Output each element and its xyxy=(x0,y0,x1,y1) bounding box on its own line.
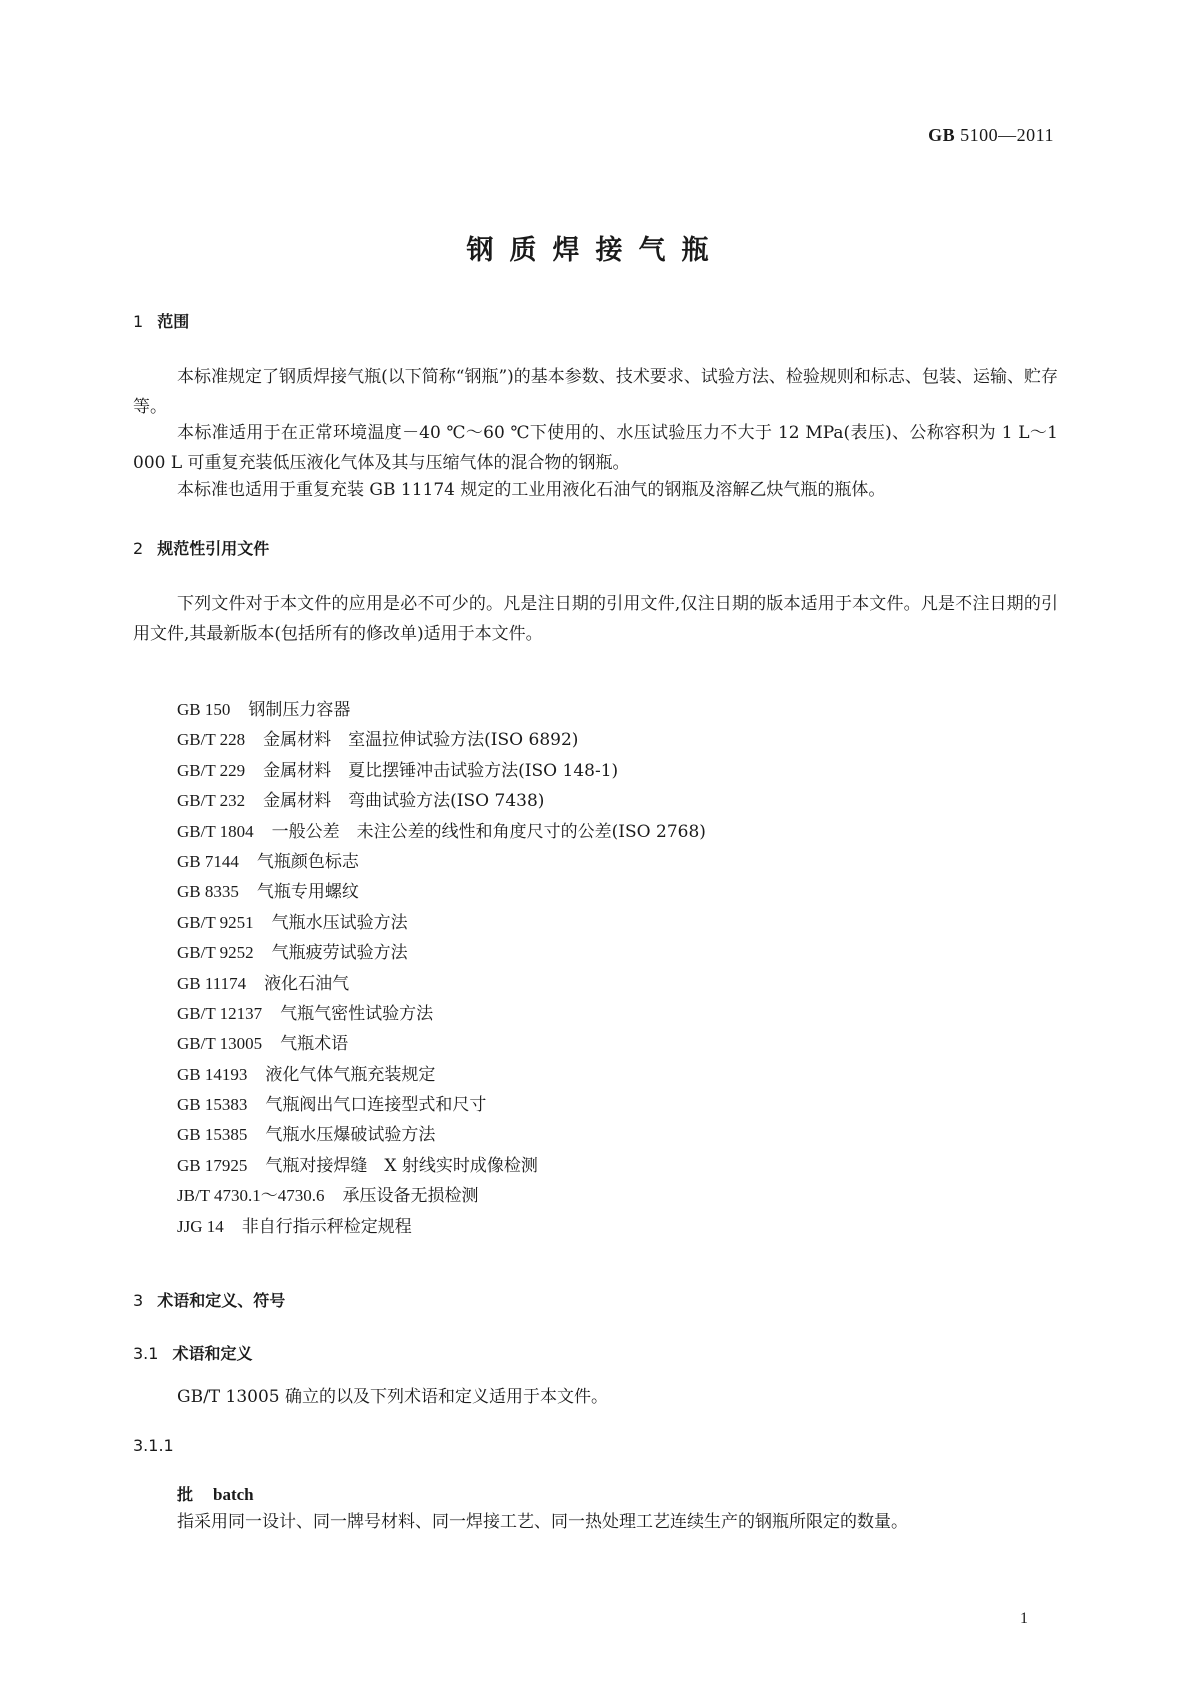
subsection-title: 术语和定义 xyxy=(172,1344,253,1363)
subsection-number: 3.1 xyxy=(133,1344,159,1363)
paragraph: 本标准也适用于重复充装 GB 11174 规定的工业用液化石油气的钢瓶及溶解乙炔气瓶的瓶体。 xyxy=(177,480,886,500)
reference-title: 金属材料 室温拉伸试验方法(ISO 6892) xyxy=(263,730,579,751)
paragraph: GB/T 13005 确立的以及下列术语和定义适用于本文件。 xyxy=(177,1387,609,1407)
reference-code: GB 15383 xyxy=(177,1095,248,1115)
reference-title: 气瓶阀出气口连接型式和尺寸 xyxy=(265,1095,487,1116)
reference-item xyxy=(177,1212,706,1242)
reference-title: 气瓶水压试验方法 xyxy=(271,912,408,933)
term-english: batch xyxy=(213,1485,254,1504)
reference-title: 金属材料 弯曲试验方法(ISO 7438) xyxy=(263,791,545,812)
reference-code: GB/T 9252 xyxy=(177,943,254,963)
reference-code: GB/T 228 xyxy=(177,730,246,750)
page-number: 1 xyxy=(1020,1610,1028,1627)
reference-code: GB/T 13005 xyxy=(177,1034,263,1054)
section-3-heading xyxy=(133,1288,285,1311)
standard-number: 5100—2011 xyxy=(960,125,1054,145)
paragraph: 本标准规定了钢质焊接气瓶(以下简称“钢瓶”)的基本参数、技术要求、试验方法、检验规则和标志、包装、运输、贮存等。 xyxy=(133,367,1058,417)
reference-item xyxy=(177,756,706,786)
section-number: 2 xyxy=(133,539,144,558)
reference-item xyxy=(177,725,706,755)
reference-title: 一般公差 未注公差的线性和角度尺寸的公差(ISO 2768) xyxy=(271,821,706,842)
standard-prefix: GB xyxy=(928,125,956,145)
reference-item xyxy=(177,695,706,725)
reference-item xyxy=(177,1151,706,1181)
reference-item xyxy=(177,1120,706,1150)
reference-item xyxy=(177,877,706,907)
reference-item xyxy=(177,938,706,968)
term-definition: 指采用同一设计、同一牌号材料、同一焊接工艺、同一热处理工艺连续生产的钢瓶所限定的数量。 xyxy=(177,1512,908,1532)
paragraph: 本标准适用于在正常环境温度－40 ℃～60 ℃下使用的、水压试验压力不大于 12 MPa(表压)、公称容积为 1 L～1 000 L 可重复充装低压液化气体及其与压缩气体的混合物的钢瓶。 xyxy=(133,423,1058,473)
reference-code: GB/T 12137 xyxy=(177,1003,263,1023)
section-number: 1 xyxy=(133,312,144,331)
reference-title: 液化气体气瓶充装规定 xyxy=(265,1064,436,1085)
section-title: 范围 xyxy=(157,312,190,331)
reference-code: GB 17925 xyxy=(177,1155,248,1175)
reference-title: 钢制压力容器 xyxy=(248,700,351,720)
reference-item xyxy=(177,847,706,877)
reference-title: 气瓶对接焊缝 X 射线实时成像检测 xyxy=(265,1155,538,1176)
reference-title: 气瓶术语 xyxy=(280,1034,349,1055)
reference-code: JJG 14 xyxy=(177,1216,224,1236)
reference-code: GB/T 9251 xyxy=(177,912,254,932)
reference-item xyxy=(177,1029,706,1059)
reference-title: 液化石油气 xyxy=(264,973,350,994)
section-1-heading xyxy=(133,309,189,332)
normative-references-list xyxy=(177,695,706,1242)
reference-item xyxy=(177,817,706,847)
term-entry xyxy=(177,1482,254,1505)
reference-code: GB/T 232 xyxy=(177,791,246,811)
reference-code: GB/T 229 xyxy=(177,760,246,780)
subsection-3-1-1-number: 3.1.1 xyxy=(133,1436,174,1455)
reference-title: 气瓶颜色标志 xyxy=(256,851,359,872)
reference-title: 金属材料 夏比摆锤冲击试验方法(ISO 148-1) xyxy=(263,760,619,781)
reference-title: 气瓶专用螺纹 xyxy=(256,882,359,903)
section-number: 3 xyxy=(133,1291,144,1310)
reference-item xyxy=(177,999,706,1029)
section-title: 术语和定义、符号 xyxy=(157,1291,286,1310)
standard-code xyxy=(928,125,1054,146)
reference-code: GB 7144 xyxy=(177,851,239,871)
reference-item xyxy=(177,1060,706,1090)
reference-item xyxy=(177,1181,706,1211)
reference-code: JB/T 4730.1～4730.6 xyxy=(177,1186,325,1206)
reference-code: GB/T 1804 xyxy=(177,821,254,841)
reference-item xyxy=(177,969,706,999)
subsection-3-1-heading xyxy=(133,1341,252,1364)
reference-item xyxy=(177,786,706,816)
reference-code: GB 15385 xyxy=(177,1125,248,1145)
reference-item xyxy=(177,1090,706,1120)
document-title: 钢质焊接气瓶 xyxy=(466,235,725,266)
reference-item xyxy=(177,908,706,938)
reference-code: GB 14193 xyxy=(177,1064,248,1084)
paragraph: 下列文件对于本文件的应用是必不可少的。凡是注日期的引用文件,仅注日期的版本适用于本文件。凡是不注日期的引用文件,其最新版本(包括所有的修改单)适用于本文件。 xyxy=(133,594,1058,644)
reference-title: 非自行指示秤检定规程 xyxy=(241,1216,412,1237)
reference-code: GB 11174 xyxy=(177,973,247,993)
reference-code: GB 150 xyxy=(177,700,231,719)
reference-title: 气瓶水压爆破试验方法 xyxy=(265,1125,436,1146)
reference-code: GB 8335 xyxy=(177,882,239,902)
term-chinese: 批 xyxy=(177,1485,194,1504)
reference-title: 承压设备无损检测 xyxy=(342,1186,479,1207)
reference-title: 气瓶气密性试验方法 xyxy=(280,1003,434,1024)
section-2-heading xyxy=(133,536,269,559)
reference-title: 气瓶疲劳试验方法 xyxy=(271,943,408,964)
section-title: 规范性引用文件 xyxy=(157,539,270,558)
